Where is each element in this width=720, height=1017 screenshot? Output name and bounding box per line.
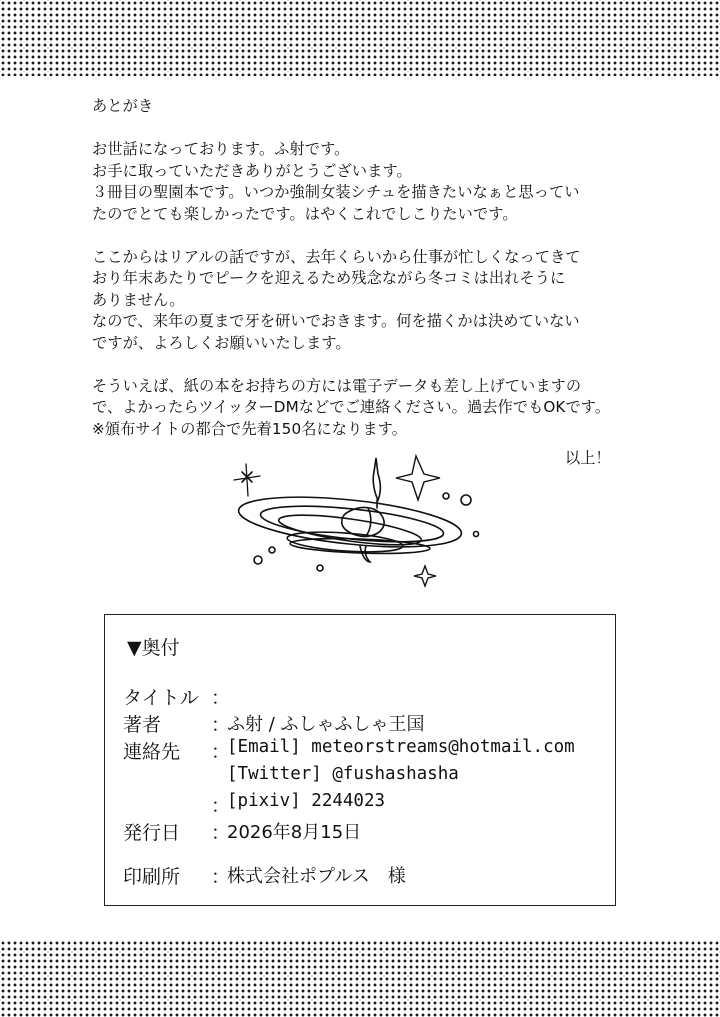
- sparkle-planet-icon: [220, 450, 500, 590]
- afterword-paragraph: ここからはリアルの話ですが、去年くらいから仕事が忙しくなってきて おり年末あたりでピークを迎えるため残念ながら冬コミは出れそうに ありません。 なので、来年の夏まで牙を研いでおきます。何を描くかは決めていない ですが、よろしくお願いいたします。: [92, 247, 581, 352]
- row-value: 株式会社ポプルス 様: [227, 866, 406, 887]
- colophon-box: [104, 614, 616, 906]
- email-value: [Email] meteorstreams@hotmail.com: [227, 737, 575, 757]
- row-value: ふ射 / ふしゃふしゃ王国: [227, 714, 425, 735]
- row-label: [123, 791, 211, 818]
- closing-remark: 以上！: [565, 449, 611, 467]
- colophon-row-title: [123, 683, 231, 710]
- colophon-row-contact-pixiv: [123, 791, 385, 818]
- row-separator: ：: [211, 714, 231, 736]
- afterword-paragraph: お世話になっております。ふ射です。 お手に取っていただきありがとうございます。 ３冊目の聖園本です。いつか強制女装シチュを描きたいなぁと思ってい たのでとても楽しかったです。はやくこれでしこりたいです。: [92, 140, 580, 223]
- row-value: 2026年8月15日: [227, 822, 362, 843]
- colophon-title: ▼奥付: [127, 637, 180, 659]
- colophon-row-date: [123, 818, 361, 845]
- colophon-row-author: [123, 710, 425, 737]
- row-separator: [211, 764, 227, 784]
- row-separator: ：: [211, 795, 231, 817]
- afterword: [92, 96, 637, 440]
- row-label: [123, 764, 211, 784]
- colophon-row-printer: [123, 862, 406, 889]
- row-label: タイトル: [123, 687, 199, 709]
- row-label: 印刷所: [123, 866, 181, 888]
- row-separator: ：: [211, 687, 231, 709]
- afterword-heading: あとがき: [92, 97, 154, 115]
- halftone-border-top: [0, 0, 720, 76]
- colophon-row-contact-twitter: [123, 764, 459, 784]
- row-label: 発行日: [123, 822, 181, 844]
- row-label: 連絡先: [123, 741, 181, 763]
- twitter-value: [Twitter] @fushashasha: [227, 764, 459, 784]
- afterword-paragraph: そういえば、紙の本をお持ちの方には電子データも差し上げていますの で、よかったらツイッターDMなどでご連絡ください。過去作でもOKです。 ※頒布サイトの都合で先着150名になります。: [92, 376, 611, 438]
- row-separator: ：: [211, 822, 231, 844]
- halftone-border-bottom: [0, 940, 720, 1017]
- pixiv-value: [pixiv] 2244023: [227, 791, 386, 811]
- row-label: 著者: [123, 714, 162, 736]
- row-separator: ：: [211, 866, 231, 888]
- colophon-row-contact-email: [123, 737, 575, 764]
- row-separator: ：: [211, 741, 231, 763]
